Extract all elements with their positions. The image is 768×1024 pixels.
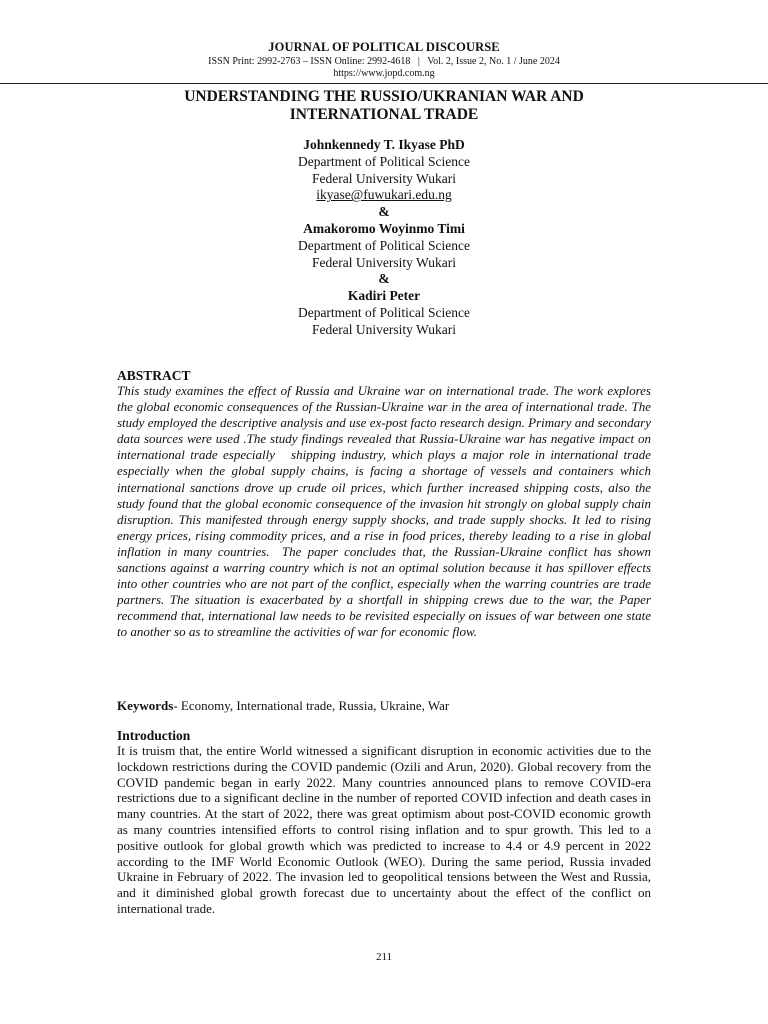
author-name: Kadiri Peter [347,288,421,304]
introduction-section [117,728,651,917]
abstract-section [117,368,655,641]
author-university: Federal University Wukari [312,170,456,186]
author-department: Department of Political Science [297,304,471,320]
keywords-label: Keywords [117,698,174,713]
journal-header [0,40,768,79]
keywords-line [117,698,651,714]
issn-line: ISSN Print: 2992-2763 – ISSN Online: 2992-4618 | Vol. 2, Issue 2, No. 1 / June 2024 [208,56,560,67]
abstract-text: This study examines the effect of Russia and Ukraine war on international trade. The work explores the global economic consequences of the Russian-Ukraine war in the area of international trade. The study employed the descriptive analysis and use ex-post facto research design. Primary and secondary data sources were used .The study findings revealed that Russia-Ukraine war has negative impact on international trade especially shipping industry, which plays a major role in international trade especially when the global supply chains, is facing a shortage of vessels and containers which international sanctions drove up crude oil prices, which further increased shipping costs, also the study found that the global economic consequence of the invasion hit strongly on global supply chain disruption. This manifested through energy supply shocks, and trade supply shocks. It led to rising energy prices, rising commodity prices, and a rise in food prices, thereby leading to a rise in global inflation in many countries. The paper concludes that, the Russian-Ukraine conflict has shown sanctions against a warring country which is not an optimal solution because it has spillover effects into other countries who are not part of the conflict, especially when the warring countries are trade partners. The situation is exacerbated by a shortfall in shipping crews due to the war, the Paper recommend that, international law needs to be revisited especially on issues of war between one state to another so as to streamline the activities of war for economic flow. [117,383,655,640]
author-name: Amakoromo Woyinmo Timi [303,220,465,236]
author-name: Johnkennedy T. Ikyase PhD [303,137,465,152]
introduction-text: It is truism that, the entire World witnessed a significant disruption in economic activities due to the lockdown restrictions during the COVID pandemic (Ozili and Arun, 2020). Global recovery from the COVID pandemic began in early 2022. Many countries announced plans to remove COVID-era restrictions due to a significant decline in the number of reported COVID infection and death cases in many countries. At the start of 2022, there was great optimism about post-COVID economic growth as many countries intensified efforts to control rising inflation and to spur growth. This led to a positive outlook for global growth which was predicted to increase to 4.4 or 4.9 percent in 2022 according to the IMF World Economic Outlook (WEO). During the same period, Russia invaded Ukraine in February of 2022. The invasion led to geopolitical tensions between the West and Russia, and it diminished global growth forecast due to uncertainty about the effect of the conflict on international trade. [117,743,651,916]
journal-name: JOURNAL OF POLITICAL DISCOURSE [268,40,500,54]
author-university: Federal University Wukari [312,321,456,337]
introduction-heading: Introduction [117,728,191,743]
author-department: Department of Political Science [297,237,471,253]
author-university: Federal University Wukari [312,254,456,270]
abstract-heading: ABSTRACT [117,368,191,383]
author-email-link[interactable]: ikyase@fuwukari.edu.ng [316,187,452,203]
header-divider [0,83,768,84]
paper-title: UNDERSTANDING THE RUSSIO/UKRANIAN WAR AND INTERNATIONAL TRADE [184,88,584,123]
journal-url: https://www.jopd.com.ng [333,68,435,79]
author-separator: & [378,271,390,287]
author-block [184,137,584,339]
page-number: 211 [375,951,393,963]
author-separator: & [378,204,390,220]
author-department: Department of Political Science [297,153,471,169]
keywords-list: - Economy, International trade, Russia, Ukraine, War [173,698,450,713]
